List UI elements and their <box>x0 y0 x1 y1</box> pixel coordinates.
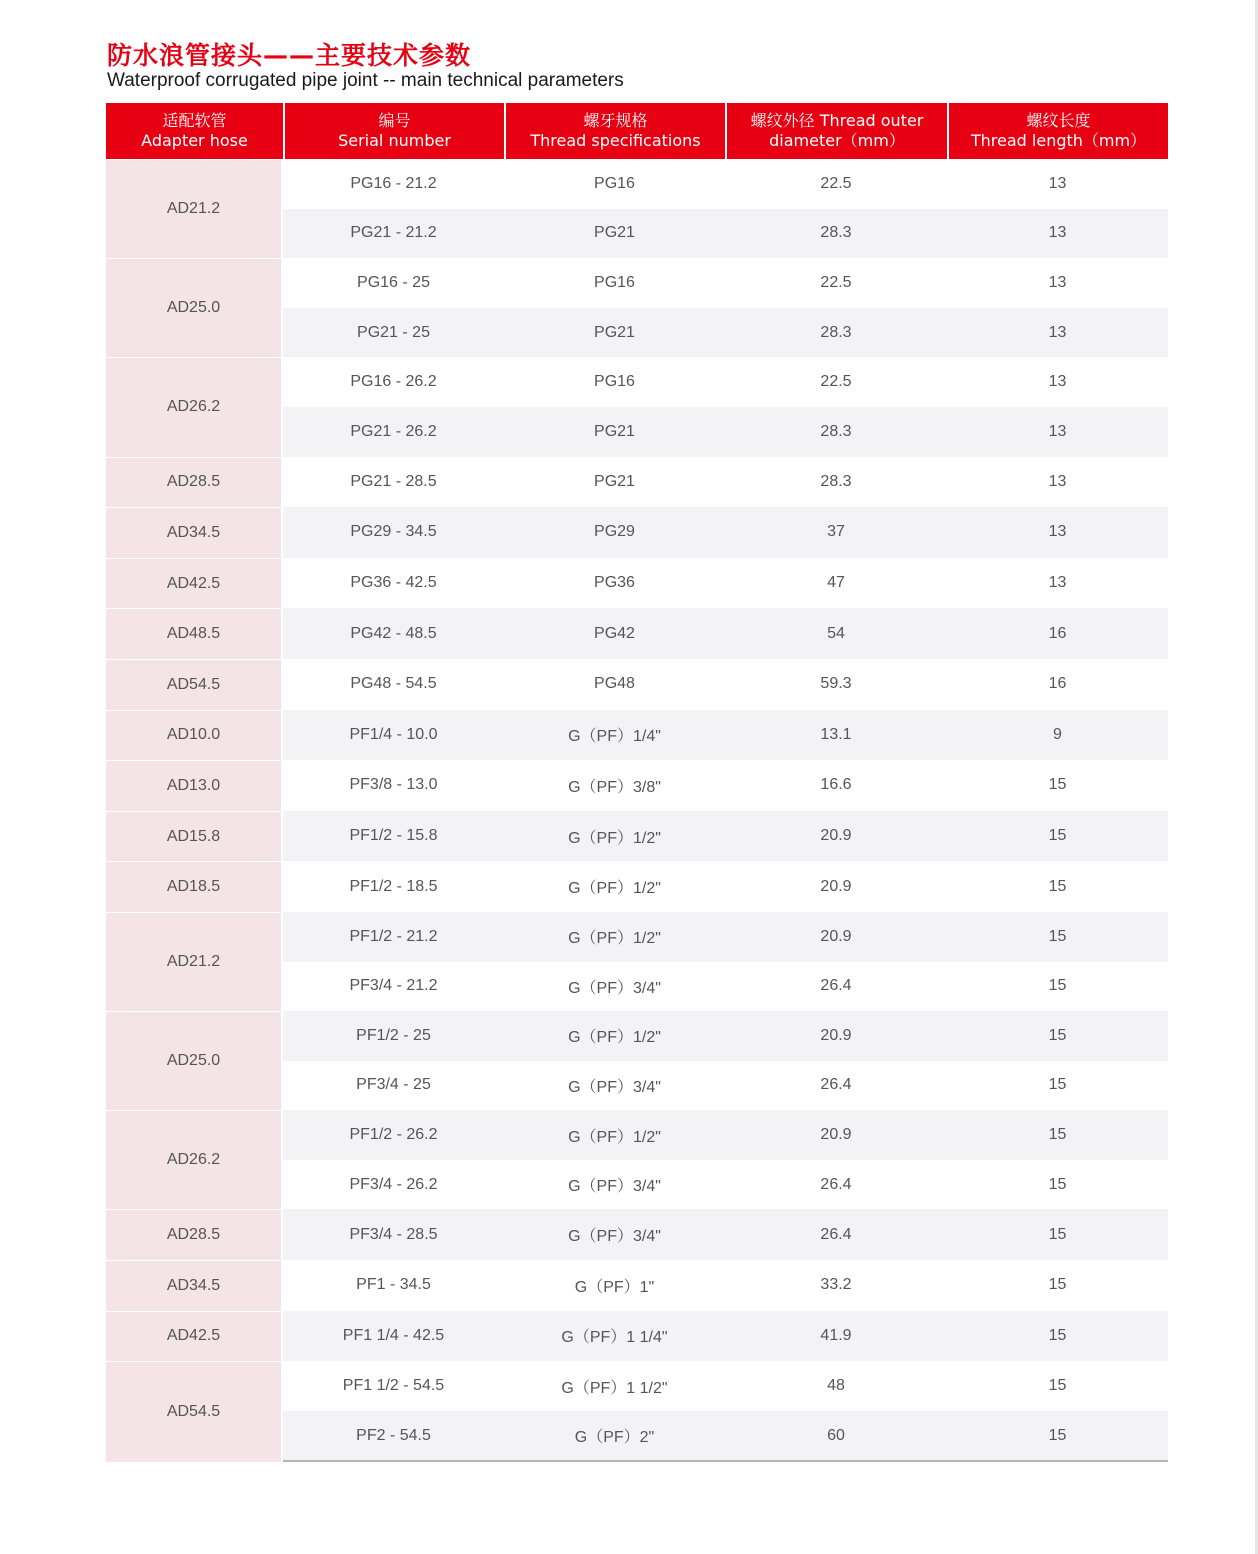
adapter-hose-cell: AD18.5 <box>106 861 283 912</box>
serial-number-cell: PG48 - 54.5 <box>283 659 504 710</box>
thread-diameter-cell: 22.5 <box>725 357 947 407</box>
thread-spec-cell: G（PF）1/2" <box>504 912 725 962</box>
table-row <box>106 1110 1168 1160</box>
adapter-hose-cell: AD26.2 <box>106 357 283 456</box>
thread-diameter-cell: 20.9 <box>725 1110 947 1160</box>
thread-length-cell: 15 <box>947 1260 1168 1311</box>
thread-diameter-cell: 13.1 <box>725 710 947 761</box>
serial-number-cell: PG36 - 42.5 <box>283 558 504 609</box>
serial-number-cell: PF2 - 54.5 <box>283 1411 504 1463</box>
header-thread-spec: 螺牙规格 Thread specifications <box>504 103 725 159</box>
thread-diameter-cell: 28.3 <box>725 308 947 358</box>
thread-diameter-cell: 37 <box>725 507 947 558</box>
thread-length-cell: 13 <box>947 159 1168 209</box>
thread-length-cell: 15 <box>947 1361 1168 1411</box>
thread-diameter-cell: 22.5 <box>725 258 947 308</box>
thread-spec-cell: PG21 <box>504 209 725 259</box>
thread-spec-cell: G（PF）1" <box>504 1260 725 1311</box>
thread-spec-cell: PG16 <box>504 159 725 209</box>
adapter-hose-cell: AD54.5 <box>106 659 283 710</box>
serial-number-cell: PF1/2 - 18.5 <box>283 861 504 912</box>
thread-spec-cell: G（PF）3/8" <box>504 760 725 811</box>
adapter-hose-cell: AD15.8 <box>106 811 283 862</box>
thread-length-cell: 15 <box>947 1110 1168 1160</box>
thread-diameter-cell: 20.9 <box>725 811 947 862</box>
page-title-cn: 防水浪管接头——主要技术参数 <box>107 41 472 70</box>
thread-length-cell: 15 <box>947 1311 1168 1362</box>
thread-spec-cell: PG42 <box>504 608 725 659</box>
table-row <box>106 558 1168 609</box>
serial-number-cell: PG16 - 25 <box>283 258 504 308</box>
thread-length-cell: 13 <box>947 258 1168 308</box>
serial-number-cell: PF1/2 - 21.2 <box>283 912 504 962</box>
thread-diameter-cell: 28.3 <box>725 457 947 508</box>
table-row <box>106 1311 1168 1362</box>
thread-diameter-cell: 33.2 <box>725 1260 947 1311</box>
thread-length-cell: 15 <box>947 1011 1168 1061</box>
table-row <box>106 659 1168 710</box>
thread-diameter-cell: 20.9 <box>725 1011 947 1061</box>
serial-number-cell: PF1 1/2 - 54.5 <box>283 1361 504 1411</box>
thread-diameter-cell: 26.4 <box>725 1160 947 1210</box>
serial-number-cell: PF3/4 - 25 <box>283 1061 504 1111</box>
thread-diameter-cell: 54 <box>725 608 947 659</box>
thread-spec-cell: PG29 <box>504 507 725 558</box>
thread-diameter-cell: 26.4 <box>725 962 947 1012</box>
adapter-hose-cell: AD25.0 <box>106 258 283 357</box>
table-row <box>106 1260 1168 1311</box>
thread-diameter-cell: 28.3 <box>725 407 947 457</box>
adapter-hose-cell: AD34.5 <box>106 507 283 558</box>
table-row <box>106 912 1168 962</box>
adapter-hose-cell: AD21.2 <box>106 912 283 1011</box>
thread-spec-cell: PG21 <box>504 457 725 508</box>
thread-length-cell: 13 <box>947 507 1168 558</box>
thread-diameter-cell: 16.6 <box>725 760 947 811</box>
table-row <box>106 159 1168 209</box>
table-row <box>106 811 1168 862</box>
adapter-hose-cell: AD42.5 <box>106 558 283 609</box>
thread-length-cell: 15 <box>947 760 1168 811</box>
thread-spec-cell: G（PF）1/2" <box>504 1011 725 1061</box>
thread-spec-cell: G（PF）1/2" <box>504 811 725 862</box>
serial-number-cell: PF3/8 - 13.0 <box>283 760 504 811</box>
thread-diameter-cell: 20.9 <box>725 912 947 962</box>
thread-diameter-cell: 22.5 <box>725 159 947 209</box>
table-row <box>106 1361 1168 1411</box>
thread-diameter-cell: 20.9 <box>725 861 947 912</box>
table-row <box>106 357 1168 407</box>
serial-number-cell: PG42 - 48.5 <box>283 608 504 659</box>
thread-diameter-cell: 41.9 <box>725 1311 947 1362</box>
thread-spec-cell: PG16 <box>504 258 725 308</box>
page-title-en: Waterproof corrugated pipe joint -- main technical parameters <box>107 70 624 91</box>
header-serial-number: 编号 Serial number <box>283 103 504 159</box>
thread-diameter-cell: 26.4 <box>725 1209 947 1260</box>
adapter-hose-cell: AD25.0 <box>106 1011 283 1110</box>
thread-length-cell: 16 <box>947 659 1168 710</box>
thread-spec-cell: G（PF）3/4" <box>504 1160 725 1210</box>
serial-number-cell: PF1 - 34.5 <box>283 1260 504 1311</box>
adapter-hose-cell: AD28.5 <box>106 1209 283 1260</box>
serial-number-cell: PF1/2 - 15.8 <box>283 811 504 862</box>
serial-number-cell: PG21 - 28.5 <box>283 457 504 508</box>
thread-length-cell: 15 <box>947 1061 1168 1111</box>
serial-number-cell: PF1/2 - 25 <box>283 1011 504 1061</box>
serial-number-cell: PG29 - 34.5 <box>283 507 504 558</box>
thread-length-cell: 13 <box>947 407 1168 457</box>
thread-diameter-cell: 60 <box>725 1411 947 1463</box>
table-row <box>106 1011 1168 1061</box>
thread-spec-cell: PG48 <box>504 659 725 710</box>
table-row <box>106 1209 1168 1260</box>
serial-number-cell: PF3/4 - 21.2 <box>283 962 504 1012</box>
serial-number-cell: PG21 - 26.2 <box>283 407 504 457</box>
table-row <box>106 457 1168 508</box>
thread-length-cell: 13 <box>947 457 1168 508</box>
thread-length-cell: 15 <box>947 1411 1168 1463</box>
thread-length-cell: 15 <box>947 962 1168 1012</box>
thread-length-cell: 9 <box>947 710 1168 761</box>
adapter-hose-cell: AD21.2 <box>106 159 283 258</box>
thread-length-cell: 15 <box>947 861 1168 912</box>
thread-length-cell: 13 <box>947 308 1168 358</box>
serial-number-cell: PG16 - 21.2 <box>283 159 504 209</box>
adapter-hose-cell: AD48.5 <box>106 608 283 659</box>
thread-spec-cell: G（PF）1/2" <box>504 861 725 912</box>
serial-number-cell: PF1/2 - 26.2 <box>283 1110 504 1160</box>
serial-number-cell: PF1 1/4 - 42.5 <box>283 1311 504 1362</box>
header-adapter-hose: 适配软管 Adapter hose <box>106 103 283 159</box>
adapter-hose-cell: AD28.5 <box>106 457 283 508</box>
table-row <box>106 258 1168 308</box>
thread-spec-cell: G（PF）2" <box>504 1411 725 1463</box>
thread-spec-cell: PG21 <box>504 308 725 358</box>
thread-spec-cell: PG16 <box>504 357 725 407</box>
thread-spec-cell: PG36 <box>504 558 725 609</box>
serial-number-cell: PG21 - 21.2 <box>283 209 504 259</box>
table-body <box>106 159 1168 1462</box>
thread-length-cell: 15 <box>947 912 1168 962</box>
thread-diameter-cell: 48 <box>725 1361 947 1411</box>
thread-length-cell: 15 <box>947 811 1168 862</box>
thread-spec-cell: PG21 <box>504 407 725 457</box>
thread-length-cell: 16 <box>947 608 1168 659</box>
thread-spec-cell: G（PF）1 1/4" <box>504 1311 725 1362</box>
adapter-hose-cell: AD42.5 <box>106 1311 283 1362</box>
serial-number-cell: PF3/4 - 26.2 <box>283 1160 504 1210</box>
adapter-hose-cell: AD26.2 <box>106 1110 283 1209</box>
thread-length-cell: 13 <box>947 357 1168 407</box>
adapter-hose-cell: AD13.0 <box>106 760 283 811</box>
adapter-hose-cell: AD34.5 <box>106 1260 283 1311</box>
thread-diameter-cell: 47 <box>725 558 947 609</box>
thread-spec-cell: G（PF）1/4" <box>504 710 725 761</box>
serial-number-cell: PF3/4 - 28.5 <box>283 1209 504 1260</box>
table-header-row <box>106 103 1168 159</box>
serial-number-cell: PG21 - 25 <box>283 308 504 358</box>
thread-length-cell: 13 <box>947 209 1168 259</box>
thread-length-cell: 13 <box>947 558 1168 609</box>
table-row <box>106 710 1168 761</box>
table-row <box>106 608 1168 659</box>
thread-length-cell: 15 <box>947 1160 1168 1210</box>
parameters-table <box>106 103 1168 1462</box>
thread-diameter-cell: 59.3 <box>725 659 947 710</box>
thread-spec-cell: G（PF）3/4" <box>504 1209 725 1260</box>
header-thread-diameter: 螺纹外径 Thread outer diameter（mm） <box>725 103 947 159</box>
table-row <box>106 760 1168 811</box>
serial-number-cell: PG16 - 26.2 <box>283 357 504 407</box>
table-row <box>106 861 1168 912</box>
serial-number-cell: PF1/4 - 10.0 <box>283 710 504 761</box>
header-thread-length: 螺纹长度 Thread length（mm） <box>947 103 1168 159</box>
thread-length-cell: 15 <box>947 1209 1168 1260</box>
thread-spec-cell: G（PF）1 1/2" <box>504 1361 725 1411</box>
table-row <box>106 507 1168 558</box>
thread-diameter-cell: 26.4 <box>725 1061 947 1111</box>
thread-spec-cell: G（PF）3/4" <box>504 962 725 1012</box>
adapter-hose-cell: AD54.5 <box>106 1361 283 1462</box>
thread-diameter-cell: 28.3 <box>725 209 947 259</box>
thread-spec-cell: G（PF）3/4" <box>504 1061 725 1111</box>
adapter-hose-cell: AD10.0 <box>106 710 283 761</box>
thread-spec-cell: G（PF）1/2" <box>504 1110 725 1160</box>
